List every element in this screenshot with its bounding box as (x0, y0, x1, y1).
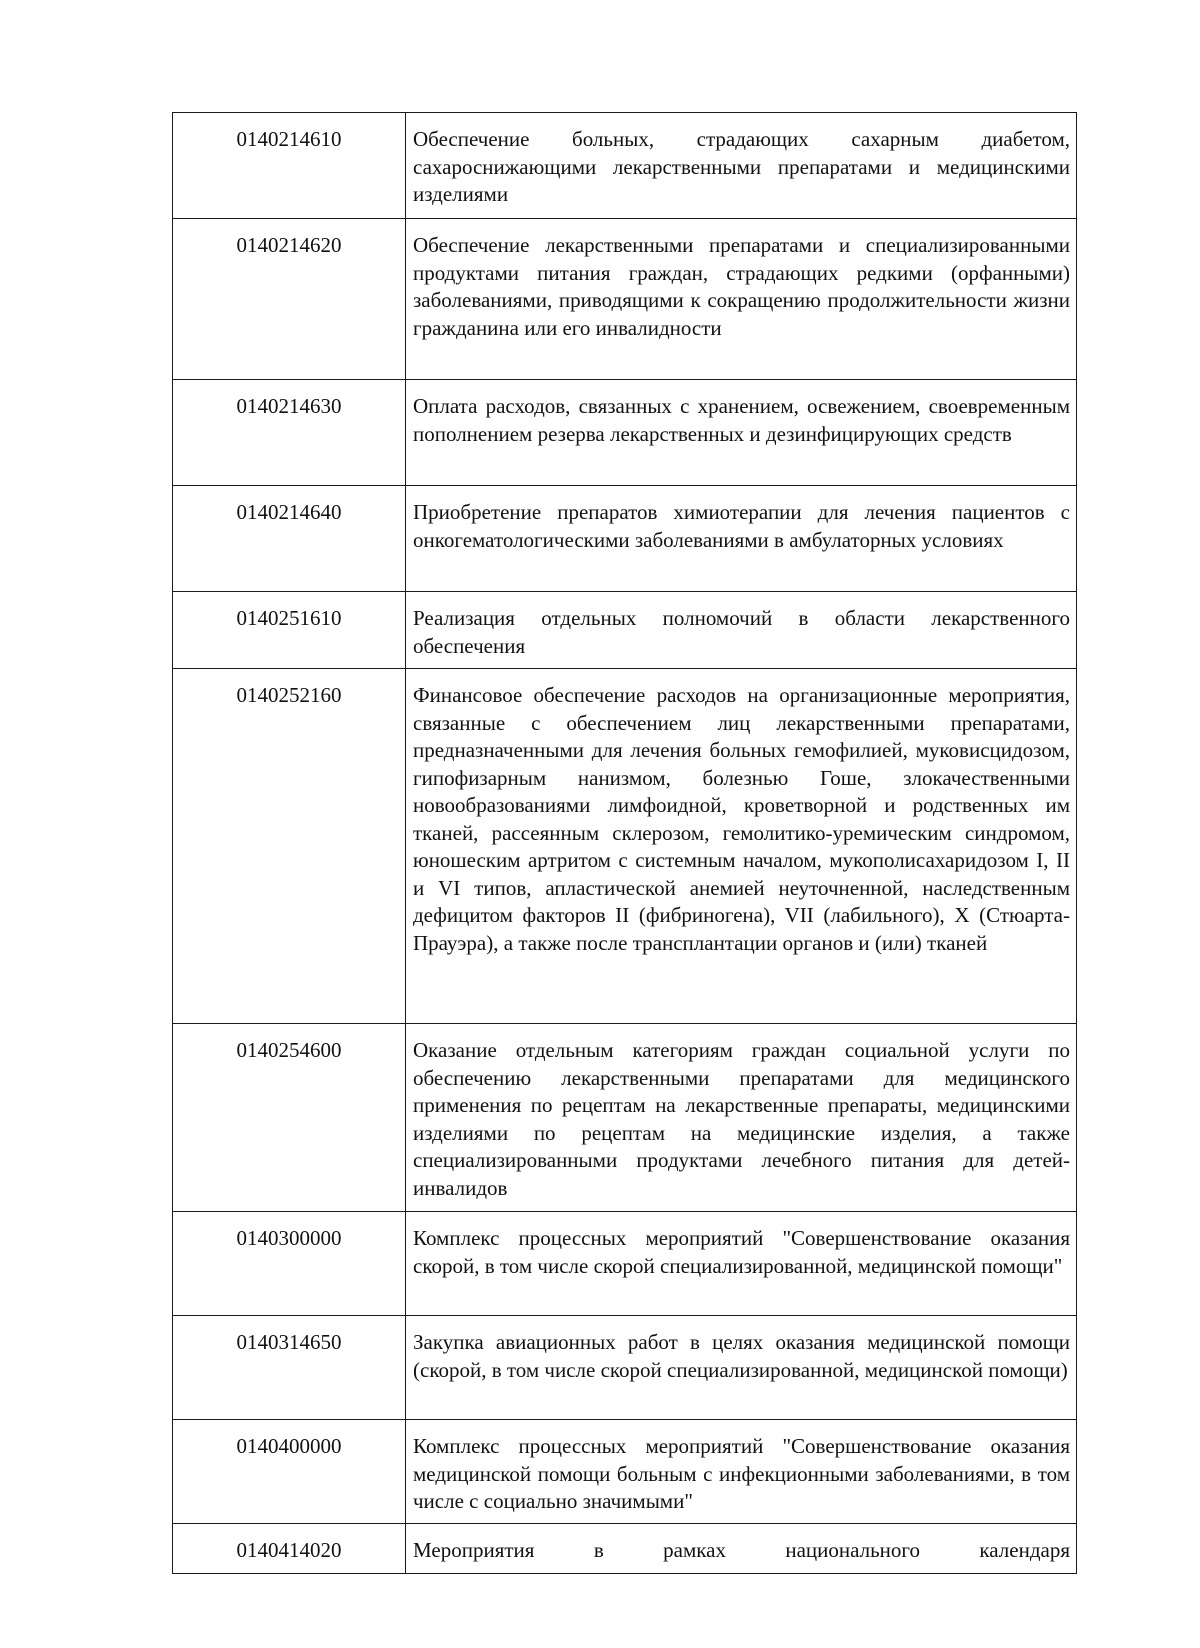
description-cell: Мероприятия в рамках национального календаря (406, 1524, 1077, 1574)
code-cell: 0140214620 (173, 219, 406, 380)
description-cell: Финансовое обеспечение расходов на организационные мероприятия, связанные с обеспечением лиц лекарственными препаратами, предназначенными для лечения больных гемофилией, муковисцидозом, гипофизарным нанизмом, болезнью Гоше, злокачественными новообразованиями лимфоидной, кроветворной и родственных им тканей, рассеянным склерозом, гемолитико-уремическим синдромом, юношеским артритом с системным началом, мукополисахаридозом I, II и VI типов, апластической анемией неуточненной, наследственным дефицитом факторов II (фибриногена), VII (лабильного), X (Стюарта-Прауэра), а также после трансплантации органов и (или) тканей (406, 669, 1077, 1024)
description-cell: Обеспечение больных, страдающих сахарным диабетом, сахароснижающими лекарственными препаратами и медицинскими изделиями (406, 113, 1077, 219)
description-cell: Приобретение препаратов химиотерапии для лечения пациентов с онкогематологическими заболеваниями в амбулаторных условиях (406, 486, 1077, 592)
description-cell: Обеспечение лекарственными препаратами и специализированными продуктами питания граждан, страдающих редкими (орфанными) заболеваниями, приводящими к сокращению продолжительности жизни гражданина или его инвалидности (406, 219, 1077, 380)
code-cell: 0140214640 (173, 486, 406, 592)
table-row (173, 669, 1077, 1024)
budget-codes-table (172, 112, 1077, 1574)
table-row (173, 219, 1077, 380)
description-cell: Реализация отдельных полномочий в области лекарственного обеспечения (406, 592, 1077, 669)
table-row (173, 1420, 1077, 1524)
code-cell: 0140254600 (173, 1024, 406, 1212)
description-cell: Оказание отдельным категориям граждан социальной услуги по обеспечению лекарственными препаратами для медицинского применения по рецептам на лекарственные препараты, медицинскими изделиями по рецептам на медицинские изделия, а также специализированными продуктами лечебного питания для детей-инвалидов (406, 1024, 1077, 1212)
table-row (173, 1524, 1077, 1574)
table-row (173, 1024, 1077, 1212)
description-cell: Закупка авиационных работ в целях оказания медицинской помощи (скорой, в том числе скорой специализированной, медицинской помощи) (406, 1316, 1077, 1420)
table-row (173, 380, 1077, 486)
code-cell: 0140314650 (173, 1316, 406, 1420)
table-row (173, 113, 1077, 219)
table-row (173, 486, 1077, 592)
description-cell: Комплекс процессных мероприятий "Совершенствование оказания медицинской помощи больным с инфекционными заболеваниями, в том числе с социально значимыми" (406, 1420, 1077, 1524)
code-cell: 0140252160 (173, 669, 406, 1024)
code-cell: 0140214610 (173, 113, 406, 219)
code-cell: 0140214630 (173, 380, 406, 486)
code-cell: 0140414020 (173, 1524, 406, 1574)
description-cell: Комплекс процессных мероприятий "Совершенствование оказания скорой, в том числе скорой специализированной, медицинской помощи" (406, 1212, 1077, 1316)
description-cell: Оплата расходов, связанных с хранением, освежением, своевременным пополнением резерва лекарственных и дезинфицирующих средств (406, 380, 1077, 486)
code-cell: 0140400000 (173, 1420, 406, 1524)
table-row (173, 1212, 1077, 1316)
code-cell: 0140300000 (173, 1212, 406, 1316)
table-row (173, 592, 1077, 669)
table-row (173, 1316, 1077, 1420)
code-cell: 0140251610 (173, 592, 406, 669)
